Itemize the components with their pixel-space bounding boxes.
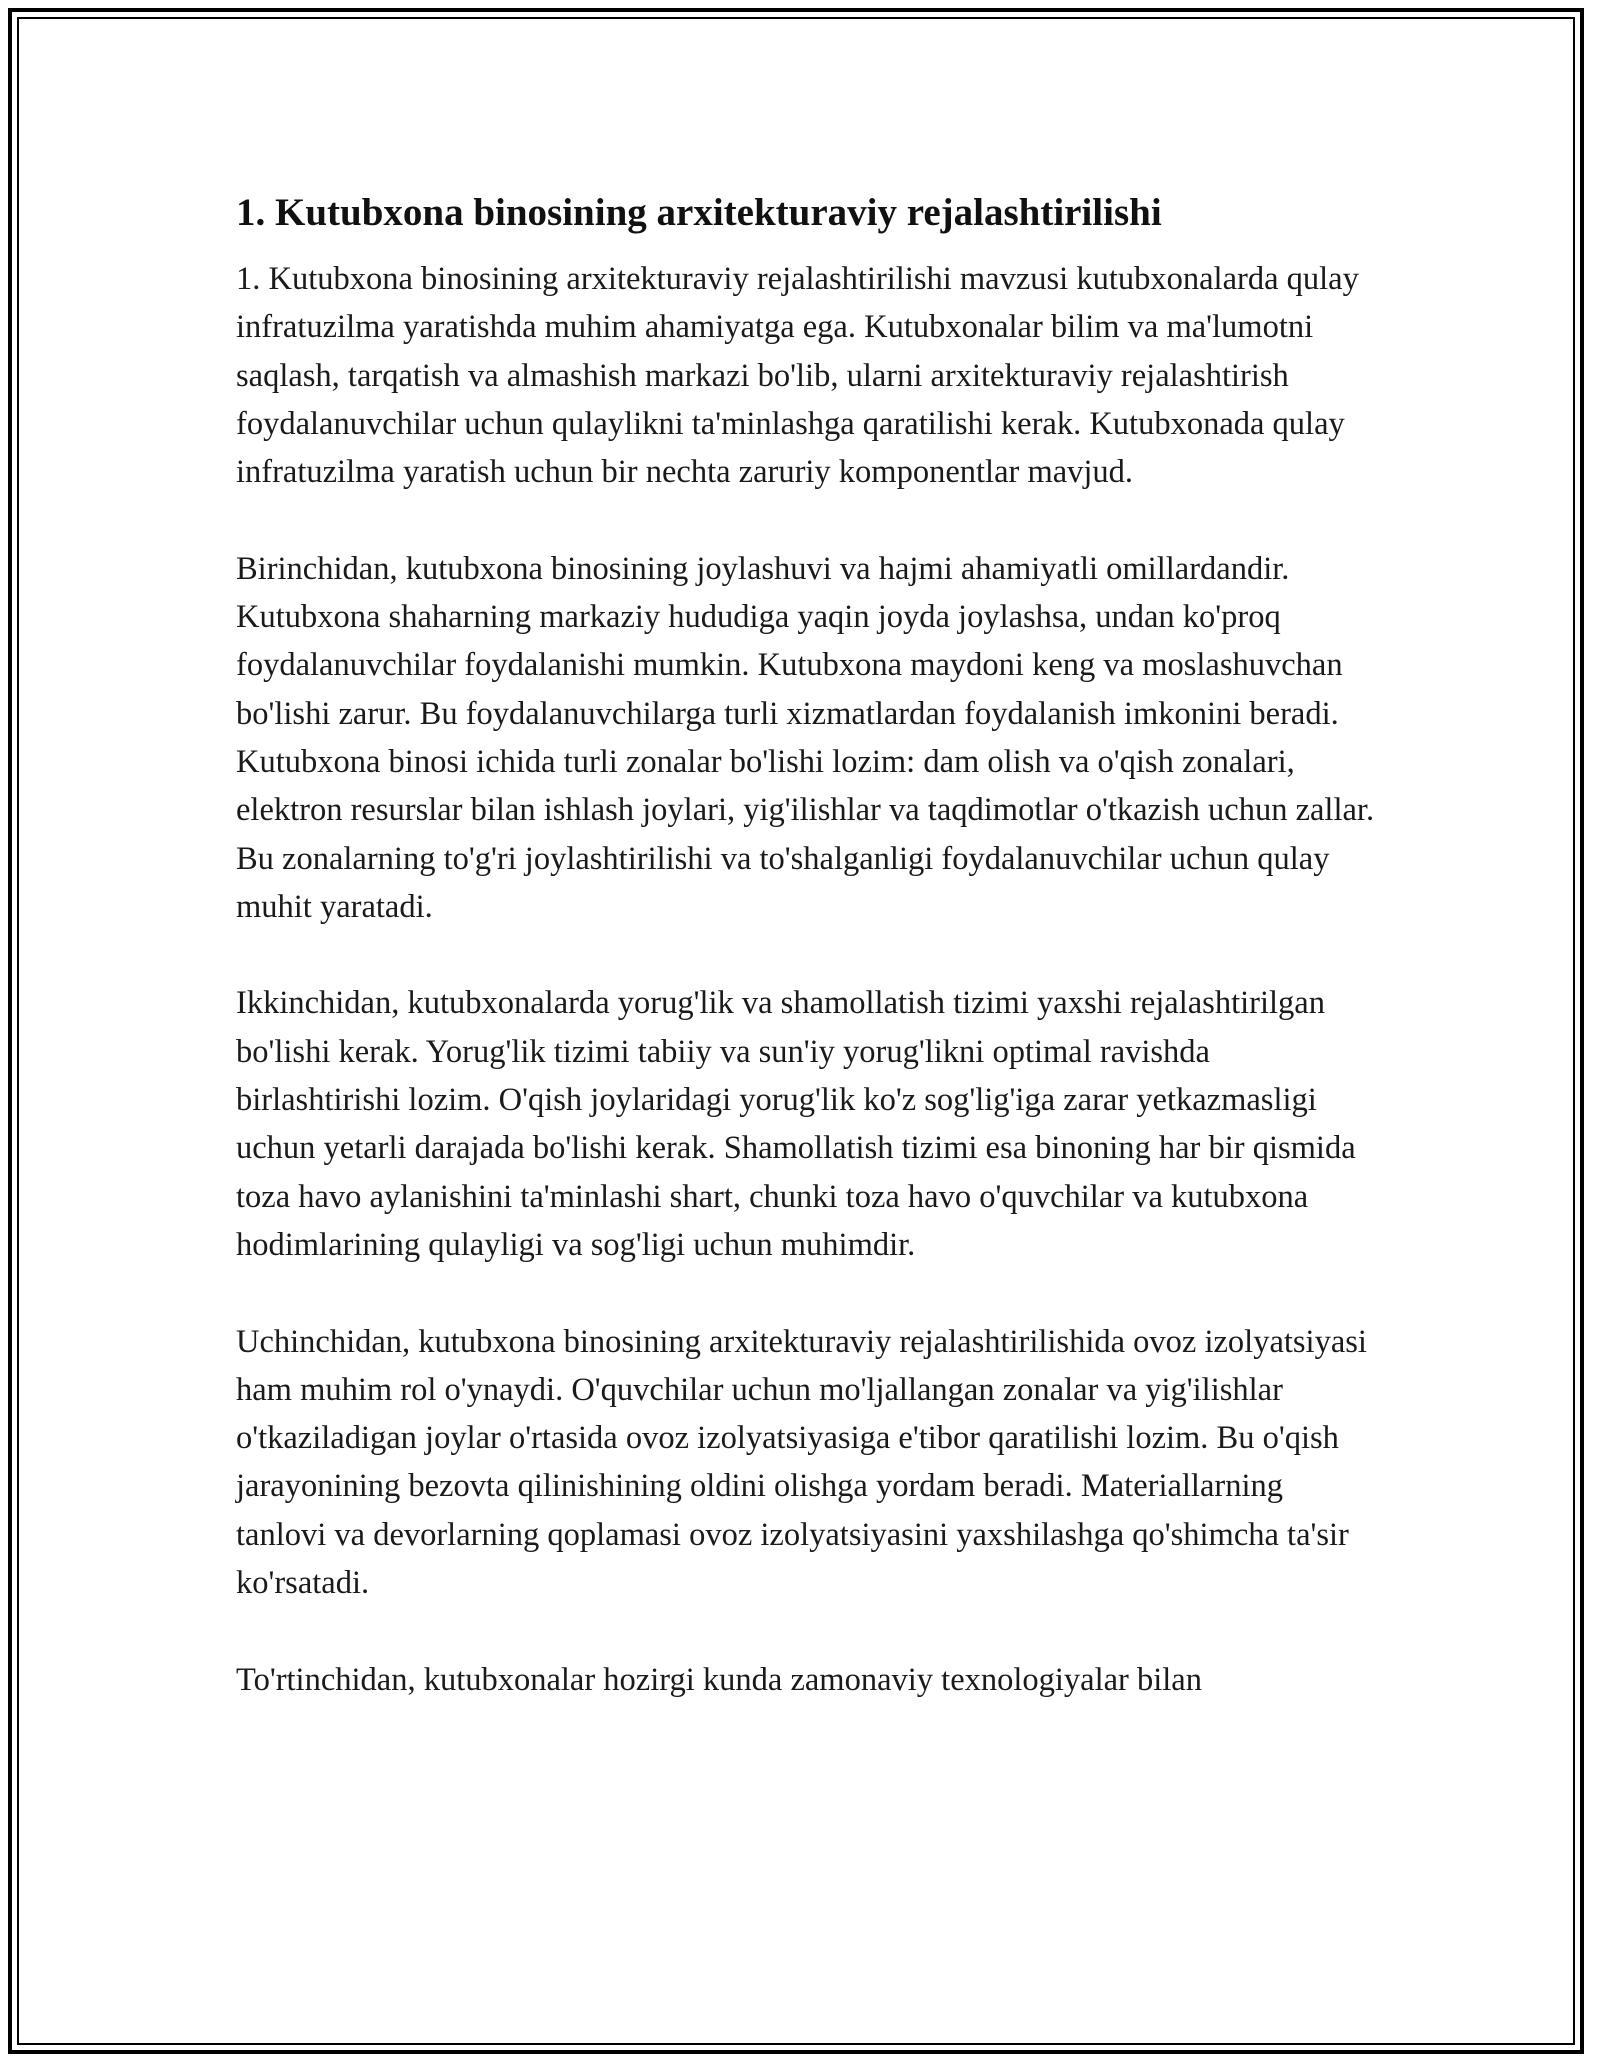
paragraph-fourth-point: To'rtinchidan, kutubxonalar hozirgi kunda zamonaviy texnologiyalar bilan	[236, 1661, 1202, 1698]
paragraph-third-point: Uchinchidan, kutubxona binosining arxitekturaviy rejalashtirilishida ovoz izolyatsiyasi ham muhim rol o'ynaydi. O'quvchilar uchun mo'ljallangan zonalar va yig'ilishlar o'tkaziladigan joylar o'rtasida ovoz izolyatsiyasiga e'tibor qaratilishi lozim. Bu o'qish jarayonining bezovta qilinishining oldini olishga yordam beradi. Materiallarning tanlovi va devorlarning qoplamasi ovoz izolyatsiyasini yaxshilashga qo'shimcha ta'sir ko'rsatadi.	[236, 1323, 1367, 1602]
paragraph-intro: 1. Kutubxona binosining arxitekturaviy rejalashtirilishi mavzusi kutubxonalarda qulay infratuzilma yaratishda muhim ahamiyatga ega. Kutubxonalar bilim va ma'lumotni saqlash, tarqatish va almashish markazi bo'lib, ularni arxitekturaviy rejalashtirish foydalanuvchilar uchun qulaylikni ta'minlashga qaratilishi kerak. Kutubxonada qulay infratuzilma yaratish uchun bir nechta zaruriy komponentlar mavjud.	[236, 261, 1359, 491]
document-title: 1. Kutubxona binosining arxitekturaviy rejalashtirilishi	[236, 191, 1162, 234]
document-body	[236, 183, 1376, 1752]
paragraph-second-point: Ikkinchidan, kutubxonalarda yorug'lik va shamollatish tizimi yaxshi rejalashtirilgan bo'lishi kerak. Yorug'lik tizimi tabiiy va sun'iy yorug'likni optimal ravishda birlashtirishi lozim. O'qish joylaridagi yorug'lik ko'z sog'lig'iga zarar yetkazmasligi uchun yetarli darajada bo'lishi kerak. Shamollatish tizimi esa binoning har bir qismida toza havo aylanishini ta'minlashi shart, chunki toza havo o'quvchilar va kutubxona hodimlarining qulayligi va sog'ligi uchun muhimdir.	[236, 985, 1356, 1263]
paragraph-first-point: Birinchidan, kutubxona binosining joylashuvi va hajmi ahamiyatli omillardandir. Kutubxona shaharning markaziy hududiga yaqin joyda joylashsa, undan ko'proq foydalanuvchilar foydalanishi mumkin. Kutubxona maydoni keng va moslashuvchan bo'lishi zarur. Bu foydalanuvchilarga turli xizmatlardan foydalanish imkonini beradi. Kutubxona binosi ichida turli zonalar bo'lishi lozim: dam olish va o'qish zonalari, elektron resurslar bilan ishlash joylari, yig'ilishlar va taqdimotlar o'tkazish uchun zallar. Bu zonalarning to'g'ri joylashtirilishi va to'shalganligi foydalanuvchilar uchun qulay muhit yaratadi.	[236, 550, 1375, 925]
